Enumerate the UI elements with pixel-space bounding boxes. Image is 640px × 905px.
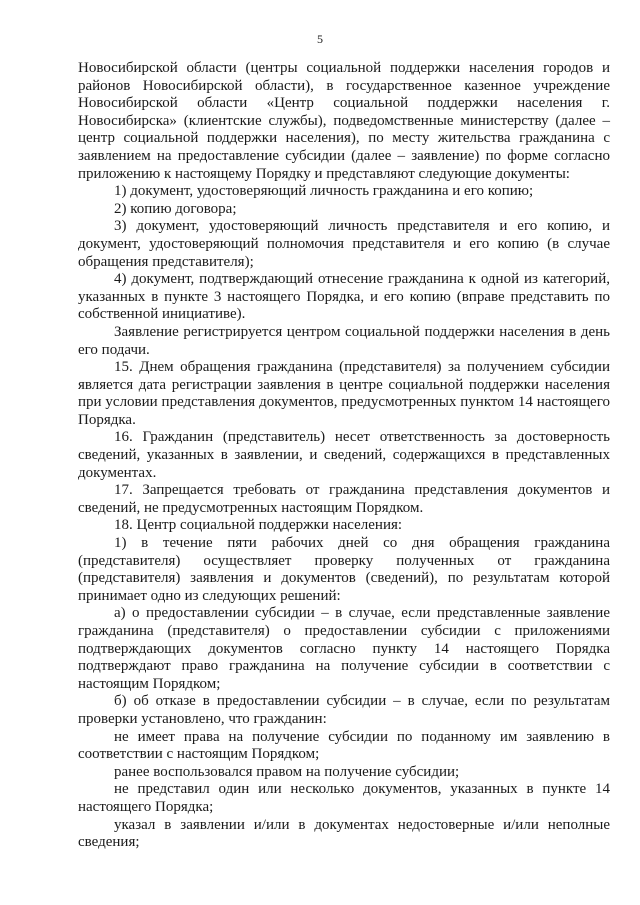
clause-18-item-b: б) об отказе в предоставлении субсидии – в случае, если по результатам проверки установлено, что гражданин: <box>78 693 610 727</box>
refusal-reason-false-information: указал в заявлении и/или в документах недостоверные и/или неполные сведения; <box>78 816 610 851</box>
clause-15: 15. Днем обращения гражданина (представителя) за получением субсидии является дата регистрации заявления в центре социальной поддержки населения при условии представления документов, предусмотренных пунктом 14 настоящего Порядка. <box>78 359 610 428</box>
paragraph-registration: Заявление регистрируется центром социальной поддержки населения в день его подачи. <box>78 323 610 358</box>
refusal-reason-missing-documents: не представил один или несколько документов, указанных в пункте 14 настоящего Порядка; <box>78 781 610 815</box>
list-item-contract-copy: 2) копию договора; <box>114 200 237 217</box>
list-item-representative-documents: 3) документ, удостоверяющий личность представителя и его копию, и документ, удостоверяющий полномочия представителя и его копию (в случае обращения представителя); <box>78 218 610 270</box>
clause-18: 18. Центр социальной поддержки населения: <box>114 517 403 534</box>
paragraph-continuation: Новосибирской области (центры социальной поддержки населения городов и районов Новосибирской области), в государственное казенное учреждение Новосибирской области «Центр социальной поддержки населения г. Новосибирска» (клиентские службы), подведомственные министерству (далее – центр социальной поддержки населения), по месту жительства гражданина с заявлением на предоставление субсидии (далее – заявление) по форме согласно приложению к настоящему Порядку и представляют следующие документы: <box>78 60 610 182</box>
clause-16: 16. Гражданин (представитель) несет ответственность за достоверность сведений, указанных в заявлении, и сведений, содержащихся в представленных документах. <box>78 429 610 481</box>
refusal-reason-already-used: ранее воспользовался правом на получение субсидии; <box>114 763 460 780</box>
refusal-reason-no-right: не имеет права на получение субсидии по поданному им заявлению в соответствии с настоящим Порядком; <box>78 728 610 763</box>
clause-17: 17. Запрещается требовать от гражданина представления документов и сведений, не предусмотренных настоящим Порядком. <box>78 482 610 516</box>
list-item-category-document: 4) документ, подтверждающий отнесение гражданина к одной из категорий, указанных в пункте 3 настоящего Порядка, и его копию (вправе представить по собственной инициативе). <box>78 271 610 323</box>
clause-18-item-1: 1) в течение пяти рабочих дней со дня обращения гражданина (представителя) осуществляет проверку полученных от гражданина (представителя) заявления и документов (сведений), по результатам которой принимает одно из следующих решений: <box>78 535 610 604</box>
document-body <box>78 60 610 852</box>
list-item-identity-document: 1) документ, удостоверяющий личность гражданина и его копию; <box>114 183 534 200</box>
page-number: 5 <box>317 32 323 46</box>
clause-18-item-a: а) о предоставлении субсидии – в случае, если представленные заявление гражданина (представителя) о предоставлении субсидии с приложениями подтверждающих документов согласно пункту 14 настоящего Порядка подтверждают право гражданина на получение субсидии в соответствии с настоящим Порядком; <box>78 605 610 692</box>
